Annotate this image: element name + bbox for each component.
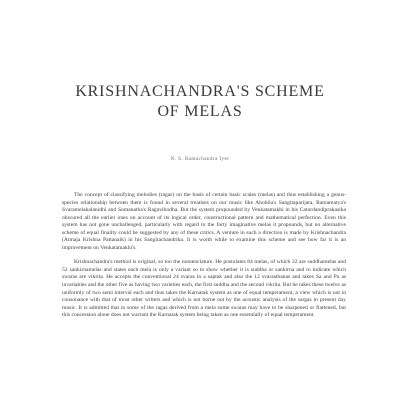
article-title-block	[0, 82, 400, 122]
article-author: N. S. Ramachandra Iyer	[170, 156, 230, 162]
article-title-line-1: KRISHNACHANDRA'S SCHEME	[75, 83, 325, 100]
body-paragraph-1: The concept of classifying melodies (ragas) on the basis of certain basic scales (melas) and thus establishing a genus-species relationship between them is found in several treatises on our music like Ahobila's Sangitaparijata, Ramamatya's Svaramelakalanidhi and Somanatha's Ragavibodha. But the system propounded by Venkatamakhi in his Caturdandiprakasika obscured all the earlier ones on account of its logical order, constructional pattern and mathematical perfection. Even this system has not gone unchallenged, particularly with regard to the forty imaginative melas it propounds, but no alternative scheme of equal finality could be suggested by any of these critics. A venture in such a direction is made by Krishnachandra (Atmaja Krishna Pattanaik) in his Sangitachandrika. It is worth while to examine this scheme and see how far it is an improvement on Venkatamakhi's.	[62, 192, 346, 251]
article-title	[0, 82, 400, 122]
article-body	[62, 192, 346, 320]
body-paragraph-2: Krishnachandra's method is original, so too the nomenclature. He postulates 84 melas, of which 32 are suddhamelas and 52 sankirnamelas and states each mela is only a variant so to show whether it is suddha or sankirna and to indicate which swaras are vikrita. He accepts the conventional 24 svaras in a saptak and also the 12 svarasthanas and takes Sa and Pa as invariables and the other five as having two varieties each, the first suddha and the second vikrita. But he takes these twelve as uniformly of two semi interval each and thus takes the Karnatak system as one of equal temperament, a view which is not in consonance with that of most other writers and which is not borne out by the acoustic analysis of the sargas in present day music. It is admitted that in some of the ragas derived from a mela some swaras may have to be sharpened or flattened, but this concession alone does not warrant the Karnatak system being taken as one essentially of equal temperament.	[62, 259, 346, 319]
article-title-line-2: OF MELAS	[157, 103, 243, 120]
